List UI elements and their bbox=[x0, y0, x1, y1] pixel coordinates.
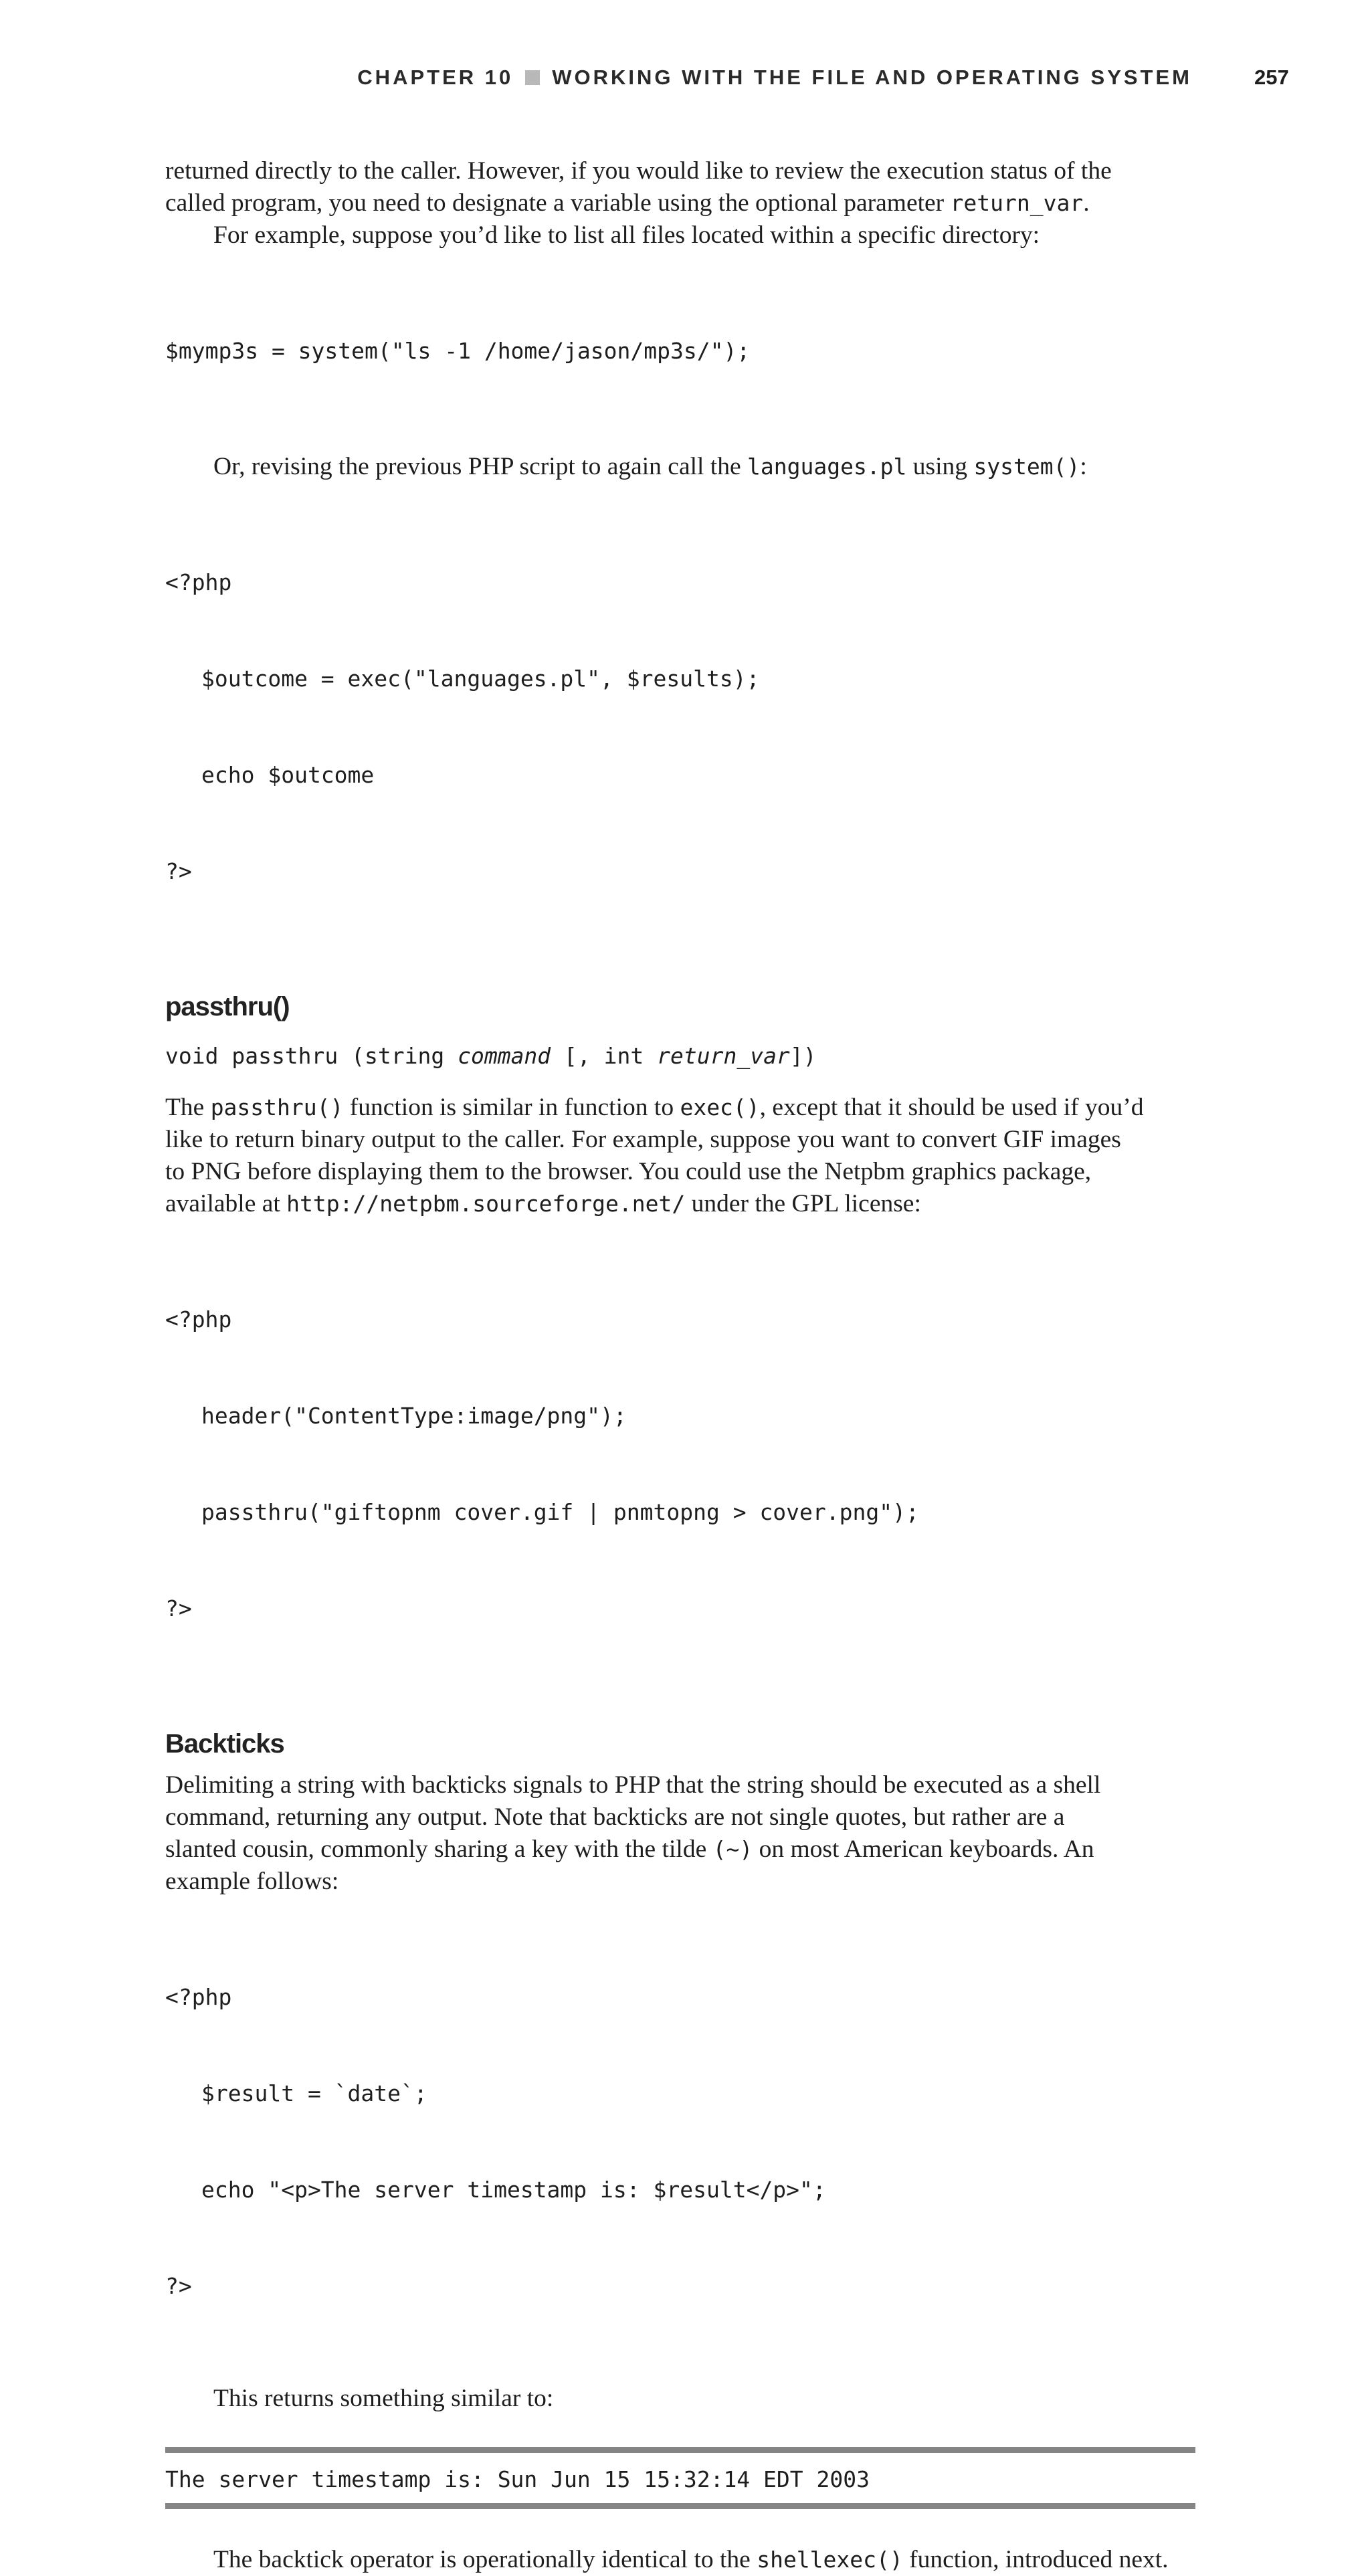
languages-pl-code: languages.pl bbox=[747, 454, 907, 480]
passthru-desc-line-1 bbox=[165, 1092, 1195, 1124]
intro-line-2 bbox=[165, 187, 1195, 219]
code-line: ?> bbox=[165, 2273, 192, 2299]
passthru-code: passthru() bbox=[210, 1094, 344, 1120]
backticks-desc-line-4: example follows: bbox=[165, 1868, 339, 1895]
passthru-desc-line-4 bbox=[165, 1188, 1195, 1220]
text: , except that it should be used if you’d bbox=[759, 1094, 1144, 1121]
chapter-label: CHAPTER 10 bbox=[357, 66, 514, 89]
intro-line-3: For example, suppose you’d like to list all files located within a specific directory: bbox=[213, 221, 1040, 249]
code-line: <?php bbox=[165, 1984, 232, 2010]
code-line: $mymp3s = system("ls -1 /home/jason/mp3s/"); bbox=[165, 338, 751, 364]
text: The backtick operator is operationally identical to the bbox=[213, 2546, 757, 2573]
intro-line-2-text: called program, you need to designate a variable using the optional parameter bbox=[165, 189, 951, 217]
exec-code: exec() bbox=[680, 1094, 760, 1120]
code-line: $outcome = exec("languages.pl", $results); bbox=[201, 666, 760, 692]
text: function, introduced next. bbox=[902, 2546, 1169, 2573]
code-line: <?php bbox=[165, 569, 232, 595]
chapter-title: WORKING WITH THE FILE AND OPERATING SYSTEM bbox=[552, 66, 1192, 89]
closing-paragraph bbox=[165, 2544, 1195, 2576]
signature-param-return-var: return_var bbox=[657, 1043, 790, 1069]
passthru-desc-line-2: like to return binary output to the caller. For example, suppose you want to convert GIF images bbox=[165, 1126, 1121, 1153]
running-head bbox=[357, 66, 1192, 90]
code-line: echo "<p>The server timestamp is: $result</p>"; bbox=[201, 2177, 826, 2203]
output-box bbox=[165, 2447, 1195, 2509]
code-line: ?> bbox=[165, 1595, 192, 1621]
square-separator-icon bbox=[525, 70, 540, 85]
system-code: system() bbox=[973, 454, 1080, 480]
text: slanted cousin, commonly sharing a key with the tilde bbox=[165, 1836, 713, 1863]
code-line: header("ContentType:image/png"); bbox=[201, 1403, 627, 1429]
signature-part: void passthru (string bbox=[165, 1043, 458, 1069]
revising-text-1: Or, revising the previous PHP script to again call the bbox=[213, 453, 747, 480]
code-block-exec bbox=[165, 502, 1195, 952]
passthru-desc-line-3: to PNG before displaying them to the browser. You could use the Netpbm graphics package, bbox=[165, 1158, 1092, 1185]
revising-paragraph bbox=[165, 451, 1195, 483]
signature-part: ]) bbox=[789, 1043, 817, 1069]
backticks-desc-line-3 bbox=[165, 1834, 1195, 1866]
code-line: <?php bbox=[165, 1306, 232, 1332]
signature-part: [, int bbox=[551, 1043, 658, 1069]
text: function is similar in function to bbox=[343, 1094, 680, 1121]
page-number: 257 bbox=[1254, 66, 1289, 89]
passthru-heading: passthru() bbox=[165, 992, 290, 1021]
intro-line-2-end: . bbox=[1083, 189, 1090, 217]
code-line: passthru("giftopnm cover.gif | pnmtopng > cover.png"); bbox=[201, 1499, 919, 1525]
returns-text: This returns something similar to: bbox=[213, 2385, 554, 2412]
output-text: The server timestamp is: Sun Jun 15 15:32:14 EDT 2003 bbox=[165, 2466, 870, 2492]
revising-text-3: : bbox=[1080, 453, 1087, 480]
text: on most American keyboards. An bbox=[753, 1836, 1094, 1863]
code-block-system bbox=[165, 271, 1195, 431]
signature-param-command: command bbox=[458, 1043, 551, 1069]
page-body bbox=[165, 155, 1195, 2576]
text: The bbox=[165, 1094, 211, 1121]
running-header bbox=[0, 66, 1370, 96]
backticks-heading: Backticks bbox=[165, 1729, 284, 1759]
return-var-code: return_var bbox=[950, 190, 1084, 216]
intro-line-1: returned directly to the caller. However, if you would like to review the execution status of the bbox=[165, 157, 1112, 185]
code-line: ?> bbox=[165, 858, 192, 884]
tilde-code: (~) bbox=[712, 1836, 753, 1862]
backticks-desc-line-1: Delimiting a string with backticks signals to PHP that the string should be executed as a shell bbox=[165, 1771, 1101, 1799]
text: under the GPL license: bbox=[685, 1190, 921, 1217]
revising-text-2: using bbox=[906, 453, 974, 480]
backticks-desc-line-2: command, returning any output. Note that backticks are not single quotes, but rather are a bbox=[165, 1803, 1065, 1831]
shellexec-code: shellexec() bbox=[757, 2547, 903, 2573]
code-block-backticks bbox=[165, 1917, 1195, 2367]
netpbm-url: http://netpbm.sourceforge.net/ bbox=[286, 1191, 686, 1217]
passthru-signature bbox=[165, 1040, 1195, 1072]
code-line: echo $outcome bbox=[201, 762, 375, 788]
code-block-passthru bbox=[165, 1240, 1195, 1689]
text: available at bbox=[165, 1190, 287, 1217]
code-line: $result = `date`; bbox=[201, 2080, 427, 2106]
